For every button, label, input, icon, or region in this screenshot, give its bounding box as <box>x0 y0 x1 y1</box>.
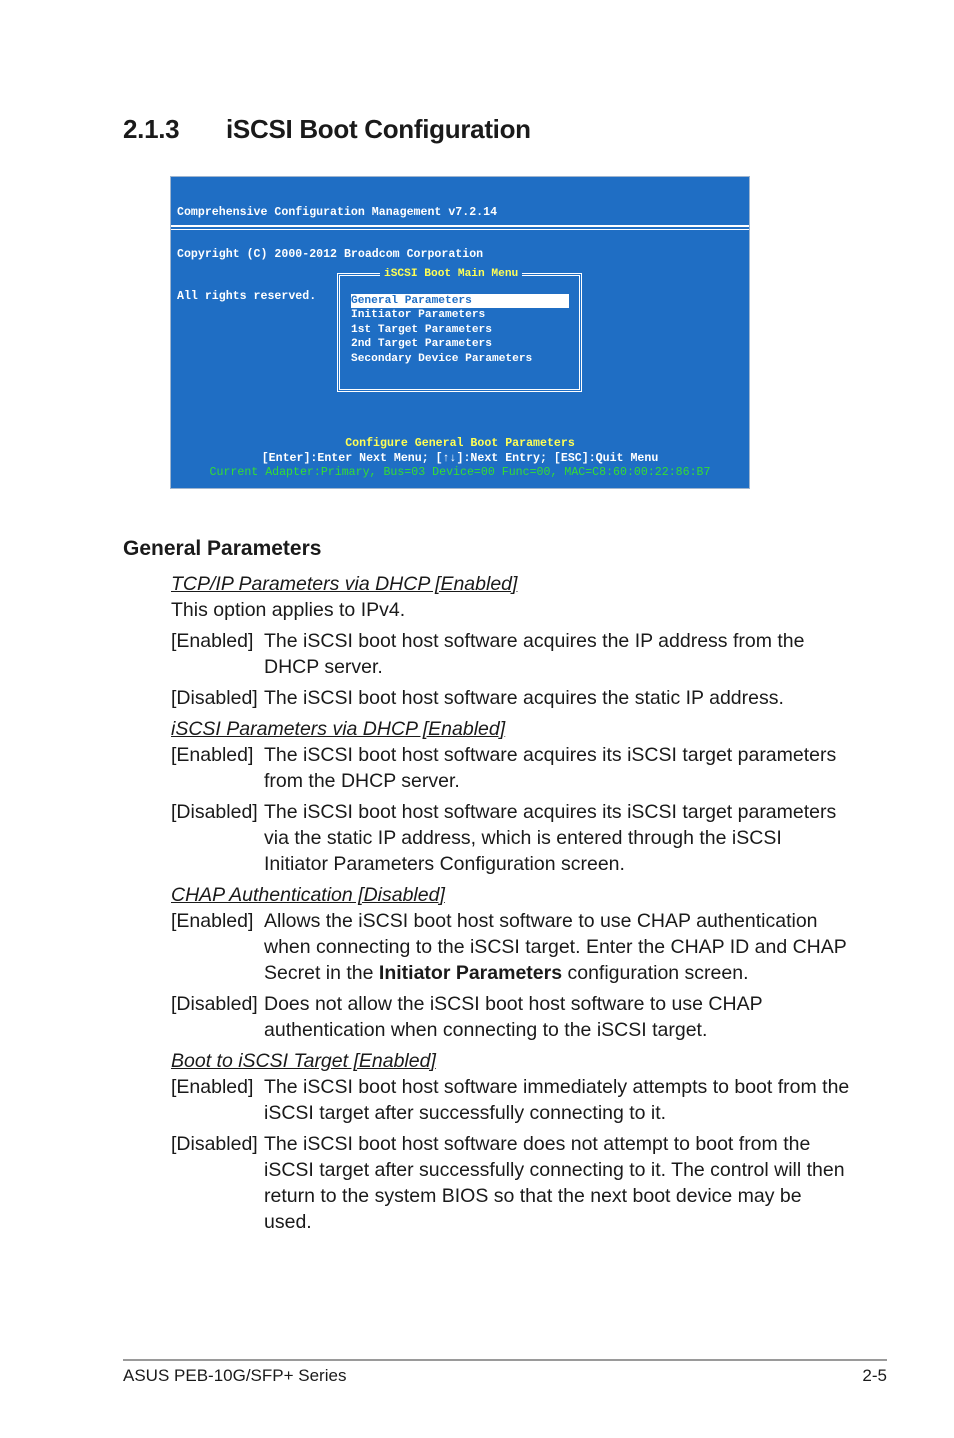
menu-item-2nd-target-parameters[interactable]: 2nd Target Parameters <box>351 338 492 351</box>
section-number: 2.1.3 <box>123 114 180 144</box>
option-desc-text: Allows the iSCSI boot host software to use CHAP authentication when connecting to the iSCSI target. Enter the CHAP ID and CHAP Secret in the <box>264 910 847 984</box>
footer-product: ASUS PEB-10G/SFP+ Series <box>123 1366 347 1385</box>
option-row <box>171 685 851 711</box>
general-parameters-title: General Parameters <box>123 537 322 560</box>
boot-target-heading: Boot to iSCSI Target [Enabled] <box>171 1050 436 1072</box>
option-key: [Disabled] <box>171 993 258 1015</box>
option-key: [Disabled] <box>171 687 258 709</box>
bios-divider <box>171 225 749 227</box>
option-key: [Enabled] <box>171 1076 254 1098</box>
option-desc: Does not allow the iSCSI boot host software to use CHAP authentication when connecting to the iSCSI target. <box>264 993 763 1041</box>
section-title <box>123 114 531 145</box>
option-row <box>171 1074 851 1126</box>
option-key: [Enabled] <box>171 630 254 652</box>
option-desc: The iSCSI boot host software acquires its iSCSI target parameters via the static IP address, which is entered through the iSCSI Initiator Parameters Configuration screen. <box>264 801 837 875</box>
tcpip-note: This option applies to IPv4. <box>171 599 406 621</box>
option-key: [Disabled] <box>171 1133 258 1155</box>
bios-key-legend: [Enter]:Enter Next Menu; [↑↓]:Next Entry; [ESC]:Quit Menu <box>261 452 659 465</box>
bios-header-line: All rights reserved. <box>177 290 317 303</box>
footer-divider <box>123 1359 887 1361</box>
option-desc: The iSCSI boot host software acquires its iSCSI target parameters from the DHCP server. <box>264 744 837 792</box>
option-desc-text: configuration screen. <box>562 962 749 984</box>
page-footer <box>123 1366 887 1386</box>
option-desc: The iSCSI boot host software acquires the static IP address. <box>264 687 784 709</box>
option-row <box>171 742 851 794</box>
iscsi-dhcp-heading: iSCSI Parameters via DHCP [Enabled] <box>171 718 506 740</box>
menu-item-1st-target-parameters[interactable]: 1st Target Parameters <box>351 323 492 336</box>
tcpip-dhcp-heading: TCP/IP Parameters via DHCP [Enabled] <box>171 573 518 595</box>
option-row <box>171 908 851 986</box>
bios-hint: Configure General Boot Parameters <box>345 437 575 450</box>
option-desc: The iSCSI boot host software does not attempt to boot from the iSCSI target after successfully connecting to it. The control will then return to the system BIOS so that the next boot device may be used. <box>264 1133 845 1233</box>
option-row <box>171 991 851 1043</box>
option-key: [Disabled] <box>171 801 258 823</box>
option-desc <box>264 908 851 986</box>
initiator-parameters-emphasis: Initiator Parameters <box>378 962 563 984</box>
menu-item-general-parameters[interactable]: General Parameters <box>351 294 569 308</box>
iscsi-main-menu <box>337 268 582 392</box>
bios-screenshot <box>170 176 750 489</box>
bios-adapter-status: Current Adapter:Primary, Bus=03 Device=00 Func=00, MAC=C8:60:00:22:86:B7 <box>209 466 711 479</box>
option-desc: The iSCSI boot host software immediately attempts to boot from the iSCSI target after successfully connecting to it. <box>264 1076 850 1124</box>
option-desc: The iSCSI boot host software acquires the IP address from the DHCP server. <box>264 630 805 678</box>
page-number: 2-5 <box>862 1366 887 1385</box>
menu-item-secondary-device-parameters[interactable]: Secondary Device Parameters <box>351 352 533 365</box>
chap-auth-heading: CHAP Authentication [Disabled] <box>171 884 445 906</box>
menu-items <box>351 294 569 366</box>
parameter-descriptions <box>171 571 851 1240</box>
section-heading: iSCSI Boot Configuration <box>226 114 531 144</box>
option-key: [Enabled] <box>171 744 254 766</box>
bios-header-line: Comprehensive Configuration Management v7.2.14 <box>177 206 498 219</box>
bios-divider <box>171 229 749 230</box>
option-key: [Enabled] <box>171 910 254 932</box>
option-row <box>171 1131 851 1235</box>
menu-item-initiator-parameters[interactable]: Initiator Parameters <box>351 309 486 322</box>
menu-title: iSCSI Boot Main Menu <box>380 267 522 281</box>
bios-header-line: Copyright (C) 2000-2012 Broadcom Corporation <box>177 248 484 261</box>
option-row <box>171 799 851 877</box>
option-row <box>171 628 851 680</box>
